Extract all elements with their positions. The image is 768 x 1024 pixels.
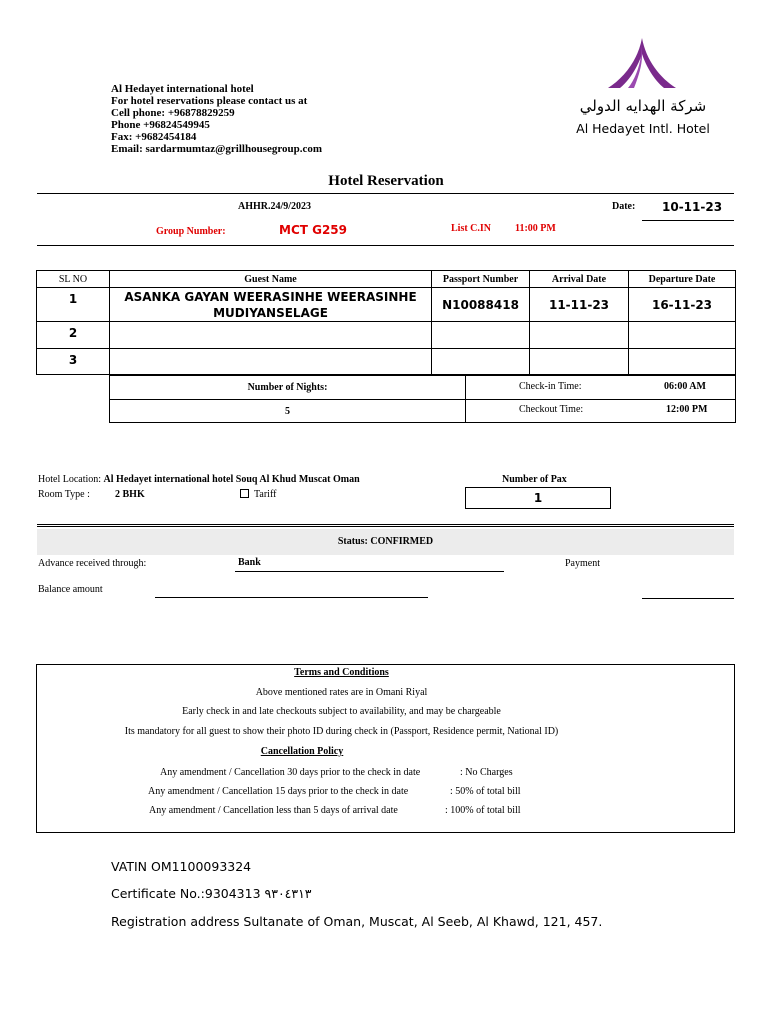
- advance-value: Bank: [238, 557, 261, 568]
- row-arrival: [530, 322, 629, 349]
- balance-label: Balance amount: [38, 584, 103, 595]
- email-line: Email: sardarmumtaz@grillhousegroup.com: [111, 143, 323, 155]
- col-header-arrival: Arrival Date: [530, 271, 629, 288]
- checkout-cell: [466, 400, 736, 423]
- row-sl: 1: [37, 288, 110, 322]
- hotel-logo: [572, 36, 714, 140]
- col-header-departure: Departure Date: [629, 271, 736, 288]
- advance-underline: [235, 571, 504, 572]
- certificate-number: Certificate No.:9304313 ٩٣٠٤٣١٣: [111, 886, 312, 901]
- date-underline: [642, 220, 734, 221]
- page-title: Hotel Reservation: [328, 173, 444, 189]
- group-number-label: Group Number:: [156, 226, 226, 237]
- group-divider: [37, 245, 734, 246]
- checkout-label: Checkout Time:: [519, 404, 584, 415]
- cancellation-charge: : 50% of total bill: [450, 786, 521, 797]
- vatin: VATIN OM1100093324: [111, 859, 252, 874]
- logo-arabic-name: شركة الهدايه الدولي: [579, 97, 707, 115]
- location-value: Al Hedayet international hotel Souq Al Khud Muscat Oman: [103, 474, 360, 485]
- reservation-ref: AHHR.24/9/2023: [238, 201, 312, 212]
- col-header-sl-no: SL NO: [37, 271, 110, 288]
- row-passport: [432, 322, 530, 349]
- status-top-rule: [37, 524, 734, 527]
- payment-label: Payment: [565, 558, 600, 569]
- table-header-row: [37, 271, 736, 288]
- title-divider: [37, 193, 734, 194]
- checkout-value: 12:00 PM: [666, 404, 708, 415]
- pax-label: Number of Pax: [502, 474, 567, 485]
- registration-address: Registration address Sultanate of Oman, Muscat, Al Seeb, Al Khawd, 121, 457.: [111, 914, 603, 929]
- location-row: [38, 474, 360, 485]
- row-passport: [432, 349, 530, 375]
- row-departure: [629, 349, 736, 375]
- tariff-checkbox[interactable]: [240, 489, 249, 498]
- cancellation-rule: Any amendment / Cancellation less than 5 days of arrival date: [149, 805, 398, 816]
- cancellation-rule: Any amendment / Cancellation 15 days prior to the check in date: [148, 786, 409, 797]
- row-departure: 16-11-23: [629, 288, 736, 322]
- table-row: [37, 349, 736, 375]
- terms-line: Above mentioned rates are in Omani Riyal: [255, 687, 428, 698]
- room-type-label: Room Type :: [38, 489, 90, 500]
- reservation-contact-line: For hotel reservations please contact us at: [111, 95, 308, 107]
- guest-table: [36, 270, 736, 375]
- phone-line: Phone +96824549945: [111, 119, 210, 131]
- cancellation-title: Cancellation Policy: [260, 746, 344, 757]
- row-guest-name: [110, 322, 432, 349]
- room-type-value: 2 BHK: [115, 489, 145, 500]
- row-guest-name: [110, 349, 432, 375]
- group-number-value: MCT G259: [279, 223, 348, 237]
- table-row: [37, 322, 736, 349]
- cancellation-charge: : 100% of total bill: [445, 805, 521, 816]
- hotel-name-line: Al Hedayet international hotel: [111, 83, 254, 95]
- terms-line: Its mandatory for all guest to show their photo ID during check in (Passport, Residence permit, National ID): [124, 726, 559, 737]
- stay-table: [109, 375, 736, 423]
- logo-tent-icon: [572, 36, 714, 92]
- table-row: [37, 288, 736, 322]
- terms-title: Terms and Conditions: [294, 667, 389, 678]
- tariff-row: [240, 489, 276, 500]
- list-cin-label: List C.IN: [451, 223, 492, 234]
- nights-value: 5: [110, 400, 466, 423]
- status-banner: Status: CONFIRMED: [37, 529, 734, 555]
- cell-phone-line: Cell phone: +96878829259: [111, 107, 235, 119]
- row-sl: 2: [37, 322, 110, 349]
- row-departure: [629, 322, 736, 349]
- location-label: Hotel Location:: [38, 474, 102, 485]
- balance-underline: [155, 597, 428, 598]
- date-value: 10-11-23: [662, 200, 723, 214]
- nights-label: Number of Nights:: [110, 376, 466, 400]
- logo-english-name: Al Hedayet Intl. Hotel: [576, 121, 710, 136]
- row-arrival: [530, 349, 629, 375]
- row-arrival: 11-11-23: [530, 288, 629, 322]
- checkin-label: Check-in Time:: [519, 381, 582, 392]
- row-passport: N10088418: [432, 288, 530, 322]
- advance-label: Advance received through:: [38, 558, 147, 569]
- checkin-cell: [466, 376, 736, 400]
- tariff-label: Tariff: [254, 489, 277, 500]
- cancellation-rule: Any amendment / Cancellation 30 days prior to the check in date: [160, 767, 421, 778]
- fax-line: Fax: +9682454184: [111, 131, 197, 143]
- col-header-passport: Passport Number: [432, 271, 530, 288]
- checkin-value: 06:00 AM: [664, 381, 706, 392]
- row-sl: 3: [37, 349, 110, 375]
- payment-underline: [642, 598, 734, 599]
- cancellation-charge: : No Charges: [460, 767, 513, 778]
- date-label: Date:: [612, 201, 636, 212]
- pax-value: 1: [465, 487, 611, 509]
- terms-line: Early check in and late checkouts subject to availability, and may be chargeable: [182, 706, 501, 717]
- col-header-guest-name: Guest Name: [110, 271, 432, 288]
- terms-box: [36, 664, 735, 833]
- list-cin-time: 11:00 PM: [515, 223, 556, 234]
- row-guest-name: ASANKA GAYAN WEERASINHE WEERASINHE MUDIYANSELAGE: [110, 288, 432, 322]
